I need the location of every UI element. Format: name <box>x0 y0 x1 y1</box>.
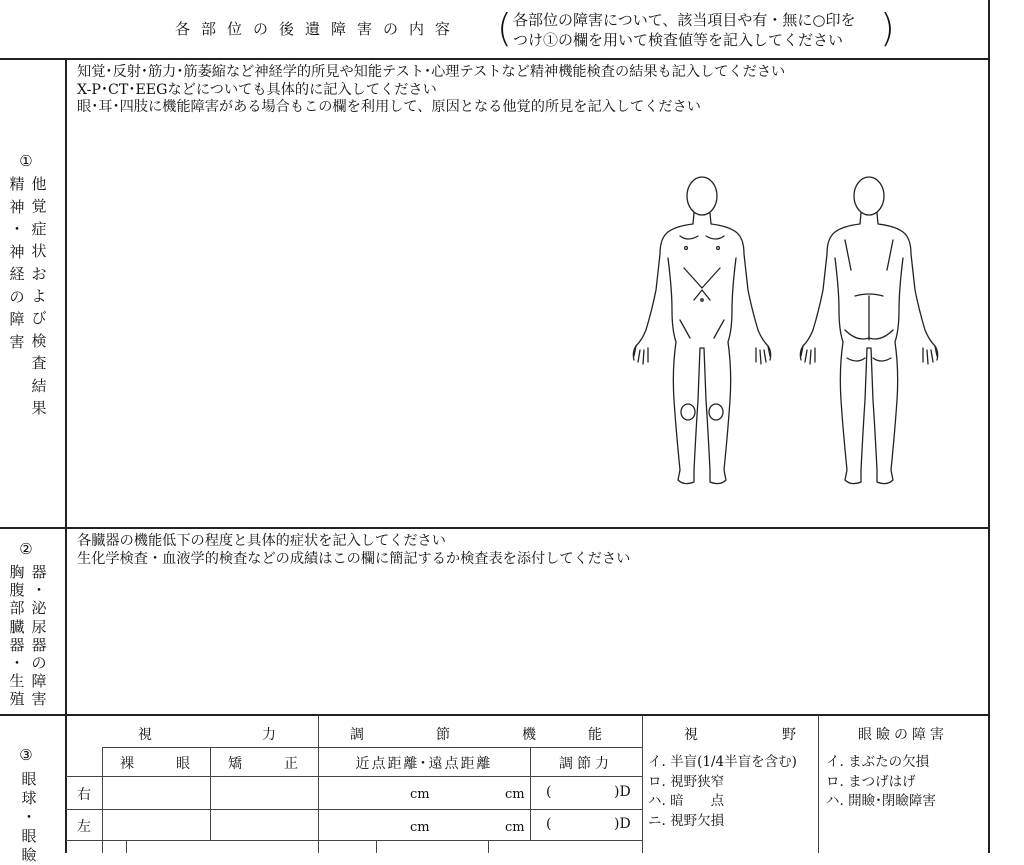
row-right-label: 右 <box>77 787 91 803</box>
grid-v-bottom-2 <box>376 840 377 853</box>
section1-instructions <box>77 64 785 117</box>
section2-label-col2: 器 ・ 泌 尿 器 の 障 害 <box>31 563 47 709</box>
section3-label-col: 眼 球 ・ 眼 瞼 <box>21 770 37 864</box>
grid-v-bottom-3 <box>488 840 489 853</box>
right-corrected-input[interactable] <box>211 777 317 808</box>
page-title: 各部位の後遺障害の内容 <box>175 20 462 38</box>
section1-bottom-rule <box>0 527 990 529</box>
section1-label-col2: 他 覚 症 状 お よ び 検 査 結 果 <box>31 175 47 418</box>
body-diagram-front <box>628 170 776 495</box>
distance-header: 近点距離･遠点距離 <box>355 756 493 772</box>
left-power-close: )D <box>614 816 631 832</box>
field-item-4[interactable]: ニ. 視野欠損 <box>648 812 725 829</box>
eyelid-list <box>826 753 936 812</box>
grid-v-field <box>642 715 643 853</box>
grid-v-bottom-1 <box>126 840 127 853</box>
field-item-2[interactable]: ロ. 視野狭窄 <box>648 773 725 790</box>
section2-label-col1: 胸 腹 部 臓 器 ・ 生 殖 <box>9 563 25 709</box>
section2-number: ② <box>19 540 33 558</box>
eyelid-item-3[interactable]: ハ. 開瞼･閉瞼障害 <box>826 793 936 809</box>
left-power-open: ( <box>546 816 552 832</box>
section1-number: ① <box>19 152 33 170</box>
header-note-line-1: 各部位の障害について、該当項目や有・無に○印を <box>513 11 856 29</box>
header-bottom-rule <box>0 58 990 60</box>
section1-line-2: X-P･CT･EEGなどについても具体的に記入してください <box>77 81 437 98</box>
row-left-label: 左 <box>77 819 91 835</box>
grid-h-left <box>66 840 642 841</box>
section3-number: ③ <box>19 746 33 764</box>
eyelid-item-1[interactable]: イ. まぶたの欠損 <box>826 754 930 770</box>
section2-instructions <box>77 533 630 568</box>
eyelid-item-2[interactable]: ロ. まつげはげ <box>826 773 916 790</box>
section2-line-2: 生化学検査・血液学的検査などの成績はこの欄に簡記するか検査表を添付してください <box>77 550 631 567</box>
left-naked-input[interactable] <box>103 810 209 839</box>
section2-bottom-rule <box>0 714 990 716</box>
eyelid-header: 眼瞼の障害 <box>858 727 948 743</box>
right-far-unit: cm <box>505 787 525 802</box>
right-near-unit: cm <box>410 787 430 802</box>
section1-label-col1: 精 神 ・ 神 経 の 障 害 <box>9 175 25 351</box>
section2-line-1: 各臓器の機能低下の程度と具体的症状を記入してください <box>77 533 446 549</box>
field-item-1[interactable]: イ. 半盲(1/4半盲を含む) <box>648 754 797 770</box>
left-near-unit: cm <box>410 820 430 835</box>
left-far-unit: cm <box>505 820 525 835</box>
body-diagram-back <box>795 170 943 495</box>
grid-h-header <box>102 747 642 748</box>
label-column-divider <box>65 58 67 853</box>
right-naked-input[interactable] <box>103 777 209 808</box>
power-header: 調節力 <box>559 756 613 772</box>
section2-entry-area[interactable] <box>68 572 986 712</box>
header-note-line-2: つけ①の欄を用いて検査値等を記入してください <box>513 31 844 49</box>
frame-right-border <box>988 0 990 853</box>
section1-line-3: 眼･耳･四肢に機能障害がある場合もこの欄を利用して、原因となる他覚的所見を記入してください <box>77 99 701 115</box>
left-corrected-input[interactable] <box>211 810 317 839</box>
right-power-open: ( <box>546 784 552 800</box>
field-list <box>648 753 797 831</box>
right-power-close: )D <box>614 784 631 800</box>
field-item-3[interactable]: ハ. 暗 点 <box>648 793 725 809</box>
grid-v-corrected <box>318 715 319 853</box>
section1-line-1: 知覚･反射･筋力･筋萎縮など神経学的所見や知能テスト･心理テストなど精神機能検査の結果も記入してください <box>77 64 786 80</box>
header-note: ( 各部位の障害について、該当項目や有・無に○印を つけ①の欄を用いて検査値等を記入してください ) <box>497 6 895 50</box>
